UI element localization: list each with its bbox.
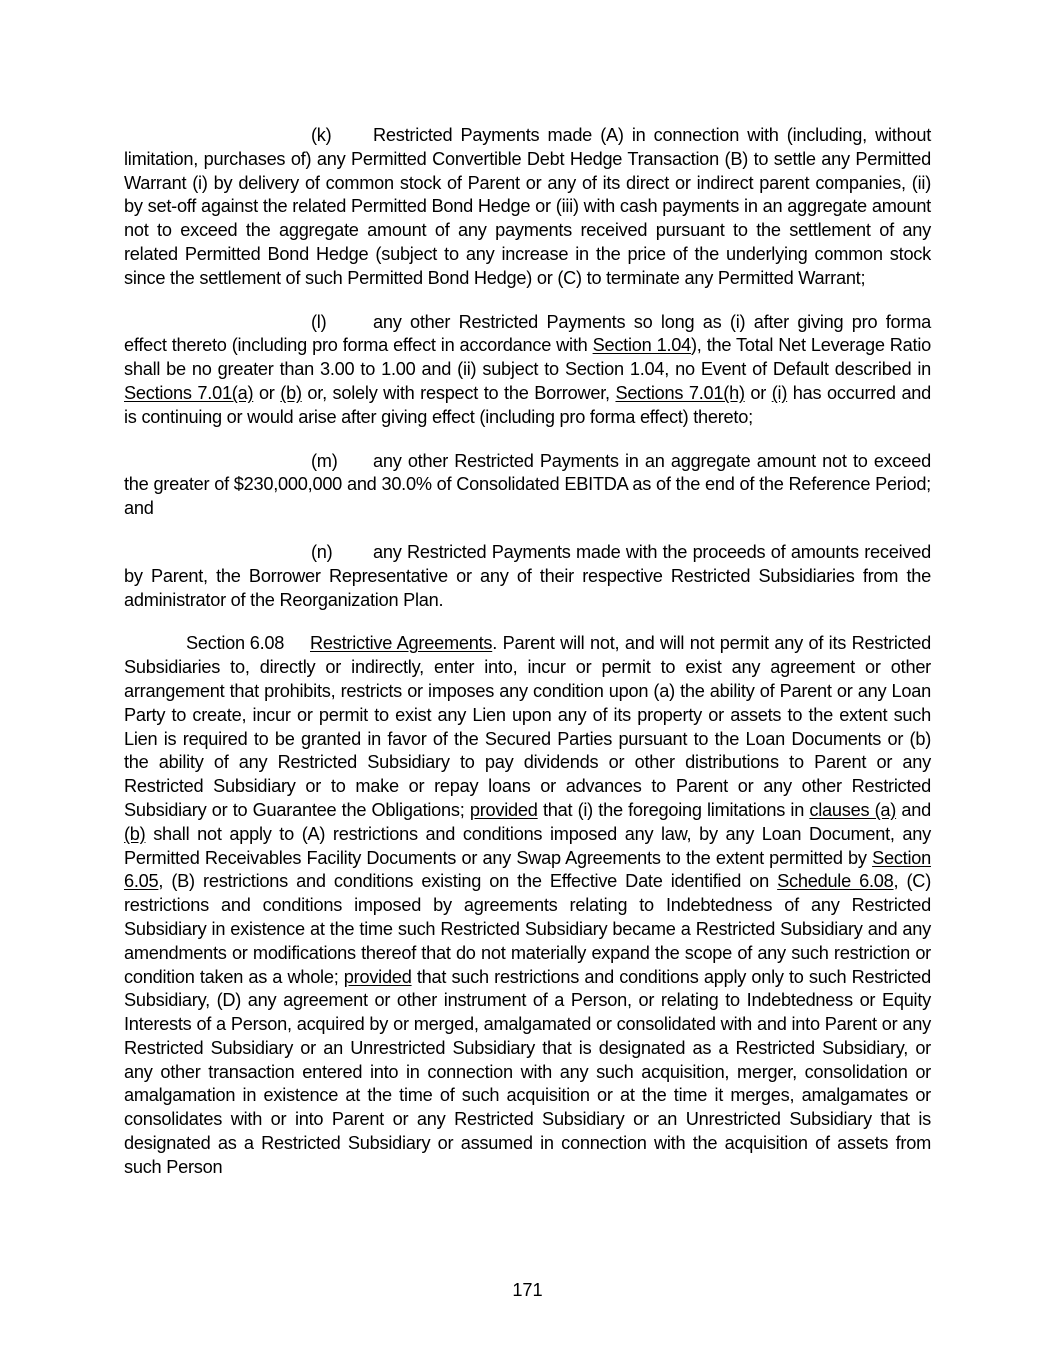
provided-term: provided	[343, 966, 412, 987]
section-text: and	[896, 799, 931, 820]
clause-l	[124, 311, 931, 430]
cross-reference: (b)	[280, 382, 302, 403]
clause-label: (m)	[311, 450, 338, 471]
cross-reference: Section 6.05	[124, 847, 931, 892]
section-text: that (i) the foregoing limitations in	[537, 799, 810, 820]
cross-reference: clauses (a)	[809, 799, 897, 820]
clause-text: any Restricted Payments made with the proceeds of amounts received by Parent, the Borrower Representative or any of their respective Restricted Subsidiaries from the administrator of the Reorganization Plan.	[124, 541, 931, 610]
section-number: Section 6.08	[186, 633, 285, 654]
clause-text: any other Restricted Payments so long as (i) after giving pro forma effect thereto (including pro forma effect in accordance with	[124, 311, 931, 356]
cross-reference: (i)	[771, 382, 788, 403]
section-text: that such restrictions and conditions apply only to such Restricted Subsidiary, (D) any agreement or other instrument of a Person, or relating to Indebtedness or Equity Interests of a Person, acquired by or merged, amalgamated or consolidated with and into Parent or any Restricted Subsidiary or an Unrestricted Subsidiary that is designated as a Restricted Subsidiary, or any other transaction entered into in connection with any such acquisition, merger, consolidation or amalgamation in existence at the time of such acquisition or at the time it merges, amalgamates or consolidates with or into Parent or any Restricted Subsidiary or an Unrestricted Subsidiary that is designated as a Restricted Subsidiary or assumed in connection with the acquisition of assets from such Person	[124, 966, 931, 1177]
cross-reference: Sections 7.01(h)	[615, 382, 745, 403]
clause-text: ), the Total Net Leverage Ratio shall be no greater than 3.00 to 1.00 and (ii) subject to Section 1.04, no Event of Default described in	[124, 335, 931, 380]
clause-text: or	[253, 382, 281, 403]
clause-text: or	[744, 382, 772, 403]
section-text: . Parent will not, and will not permit any of its Restricted Subsidiaries to, directly or indirectly, enter into, incur or permit to exist any agreement or other arrangement that prohibits, restricts or imposes any condition upon (a) the ability of Parent or any Loan Party to create, incur or permit to exist any Lien upon any of its property or assets to the extent such Lien is required to be granted in favor of the Secured Parties pursuant to the Loan Documents or (b) the ability of any Restricted Subsidiary to pay dividends or other distributions to Parent or any Restricted Subsidiary or to make or repay loans or advances to Parent or any other Restricted Subsidiary or to Guarantee the Obligations;	[124, 633, 932, 820]
cross-reference: Schedule 6.08	[777, 871, 894, 892]
provided-term: provided	[469, 799, 538, 820]
clause-k	[124, 124, 931, 291]
section-text: , (B) restrictions and conditions existing on the Effective Date identified on	[158, 871, 778, 892]
clause-n	[124, 541, 931, 612]
document-body	[124, 124, 931, 1200]
clause-label: (k)	[311, 125, 332, 145]
section-heading: Restrictive Agreements	[310, 633, 493, 654]
clause-label: (l)	[311, 311, 327, 332]
section-text: , (C) restrictions and conditions imposed by agreements relating to Indebtedness of any Restricted Subsidiary in existence at the time such Restricted Subsidiary became a Restricted Subsidiary and any amendments or modifications thereof that do not materially expand the scope of any such restriction or condition taken as a whole;	[124, 871, 931, 987]
clause-text: has occurred and is continuing or would arise after giving effect (including pro forma effect) thereto;	[124, 382, 932, 427]
section-6-08	[124, 632, 931, 1179]
clause-text: or, solely with respect to the Borrower,	[301, 382, 616, 403]
clause-m	[124, 450, 931, 521]
section-text: shall not apply to (A) restrictions and conditions imposed any law, by any Loan Document, any Permitted Receivables Facility Documents or any Swap Agreements to the extent permitted by	[124, 823, 931, 868]
cross-reference: Section 1.04	[592, 335, 691, 356]
cross-reference: (b)	[124, 823, 146, 844]
clause-text: Restricted Payments made (A) in connection with (including, without limitation, purchases of) any Permitted Convertible Debt Hedge Transaction (B) to settle any Permitted Warrant (i) by delivery of common stock of Parent or any of its direct or indirect parent companies, (ii) by set-off against the related Permitted Bond Hedge or (iii) with cash payments in an aggregate amount not to exceed the aggregate amount of any payments received pursuant to the settlement of any related Permitted Bond Hedge (subject to any increase in the price of the underlying common stock since the settlement of such Permitted Bond Hedge) or (C) to terminate any Permitted Warrant;	[124, 125, 931, 288]
clause-label: (n)	[311, 541, 333, 562]
clause-text: any other Restricted Payments in an aggregate amount not to exceed the greater of $230,000,000 and 30.0% of Consolidated EBITDA as of the end of the Reference Period; and	[124, 450, 931, 519]
cross-reference: Sections 7.01(a)	[124, 382, 254, 403]
page-number: 171	[512, 1280, 543, 1300]
